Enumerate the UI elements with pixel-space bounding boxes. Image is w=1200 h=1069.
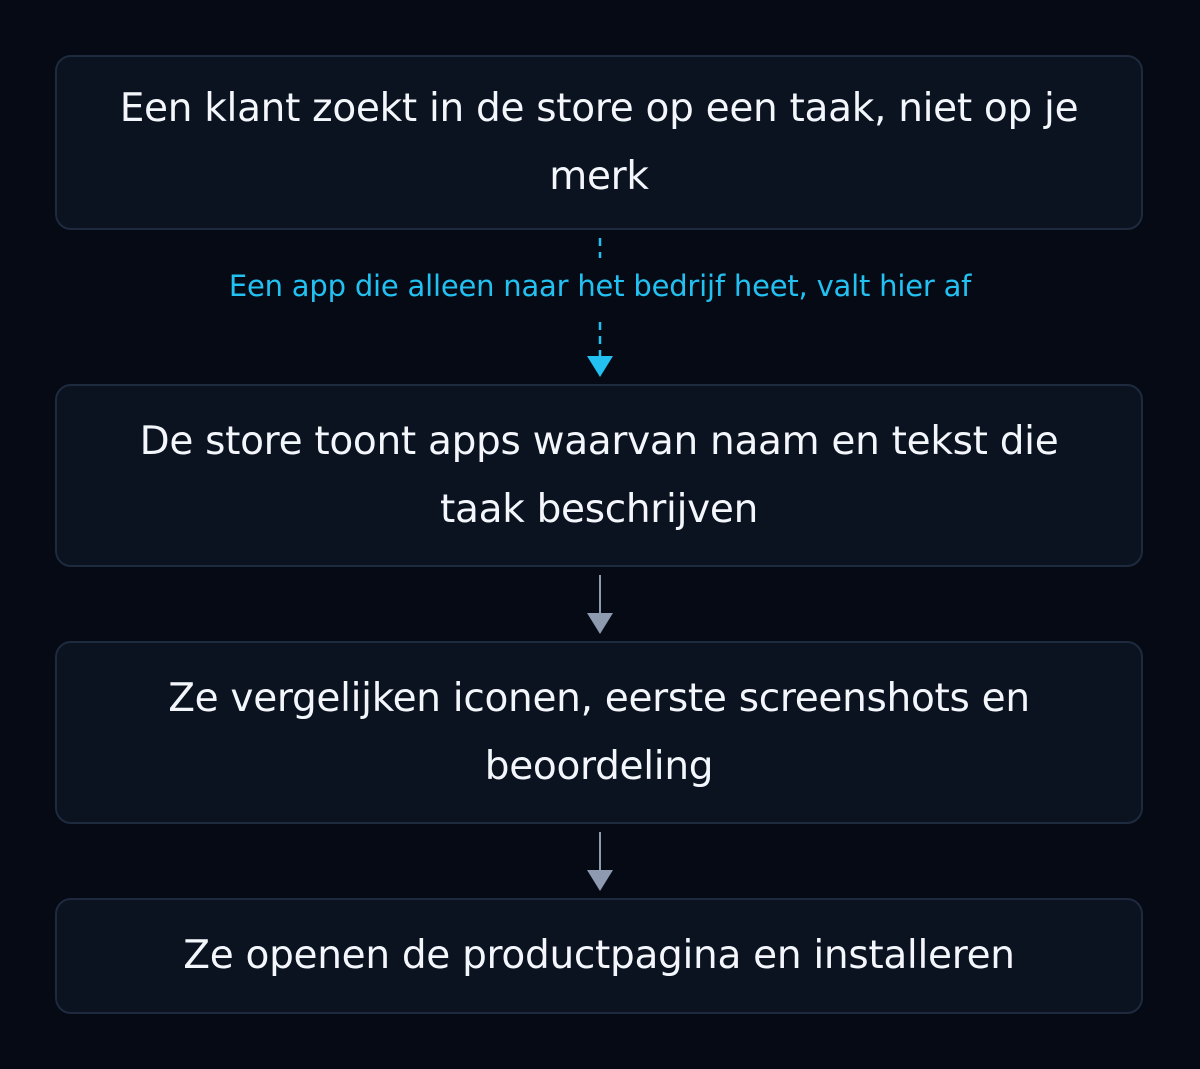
arrowhead-icon bbox=[587, 613, 613, 634]
arrowhead-icon bbox=[587, 870, 613, 891]
edge-label-dropout: Een app die alleen naar het bedrijf heet, valt hier af bbox=[228, 269, 972, 303]
flow-step-compare bbox=[55, 641, 1143, 824]
flow-step-search-text: Een klant zoekt in de store op een taak, niet op je merk bbox=[119, 85, 1079, 199]
arrowhead-icon bbox=[587, 356, 613, 377]
dashed-arrow-search-to-results bbox=[587, 238, 613, 377]
flow-step-install bbox=[55, 898, 1143, 1014]
flow-step-compare-text: Ze vergelijken iconen, eerste screenshots en beoordeling bbox=[168, 675, 1030, 789]
flow-step-install-text: Ze openen de productpagina en installeren bbox=[183, 933, 1015, 978]
arrow-compare-to-install bbox=[587, 832, 613, 891]
flow-step-search bbox=[55, 55, 1143, 230]
flow-step-results-text: De store toont apps waarvan naam en tekst die taak beschrijven bbox=[139, 418, 1059, 532]
flow-step-results bbox=[55, 384, 1143, 567]
arrow-results-to-compare bbox=[587, 575, 613, 634]
